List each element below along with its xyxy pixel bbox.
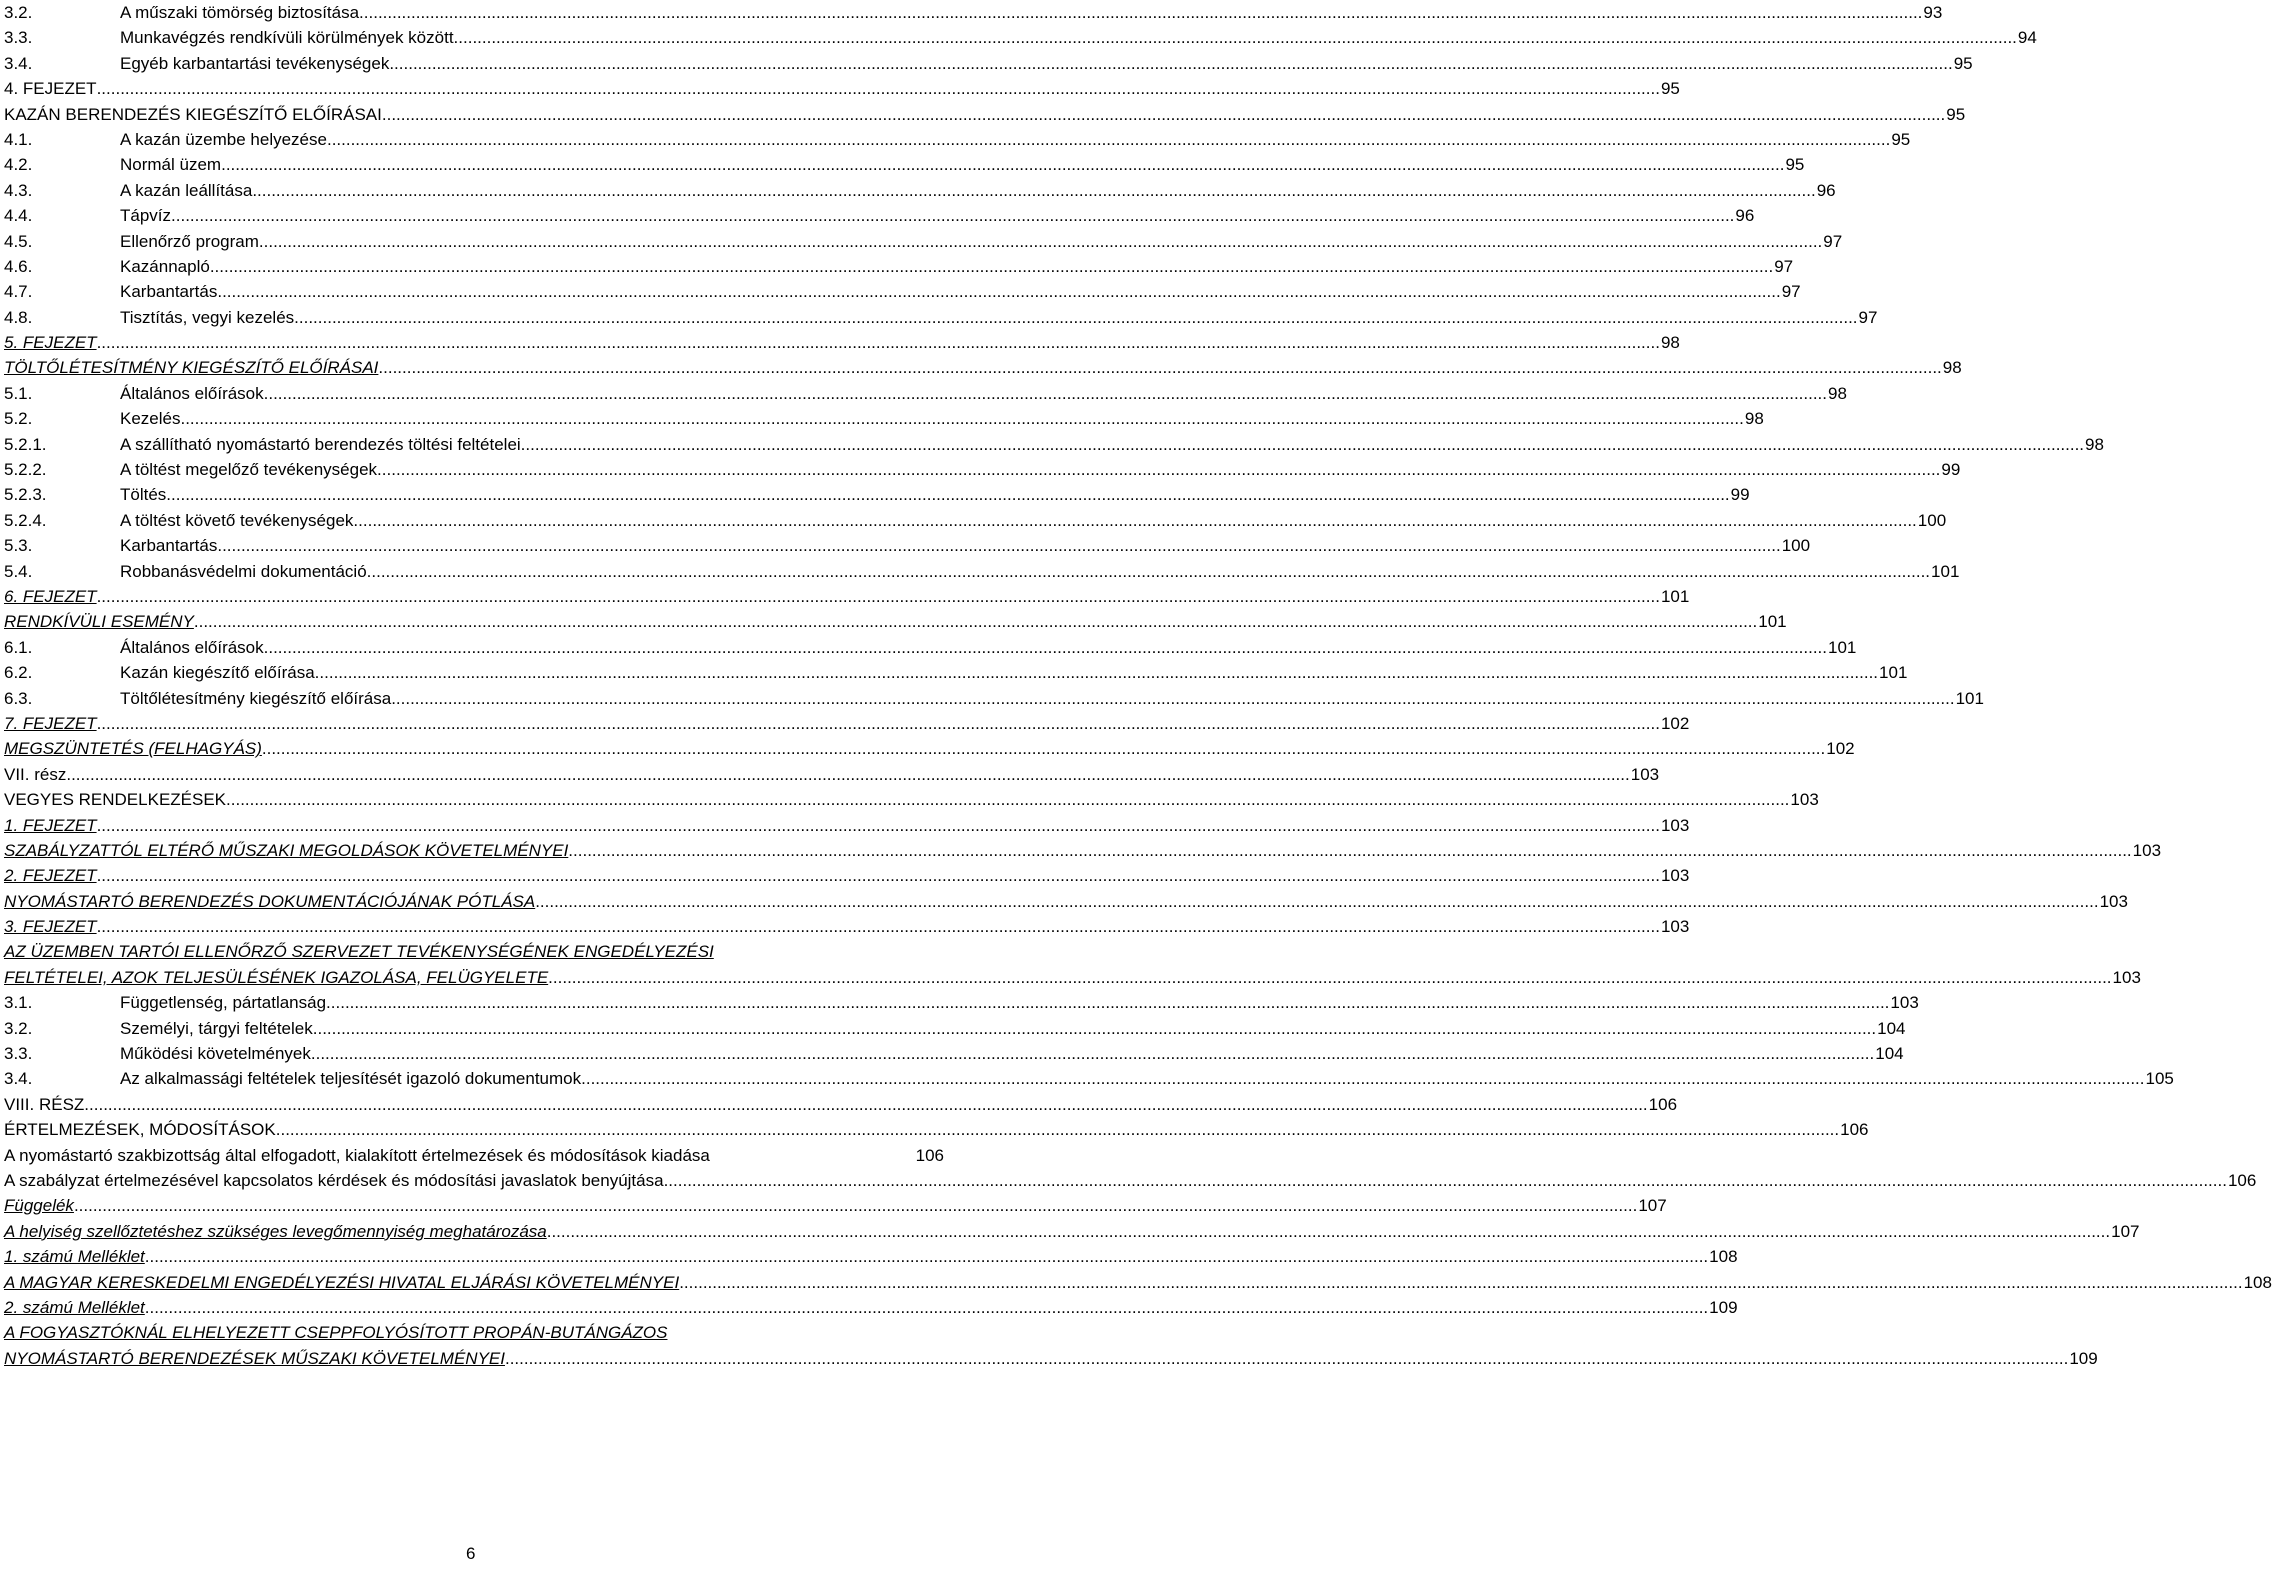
toc-entry-title: Személyi, tárgyi feltételek [120, 1018, 313, 1038]
dot-leader [389, 51, 1952, 76]
toc-entry-page: 98 [1942, 358, 1962, 378]
toc-entry-title: Karbantartás [120, 282, 218, 302]
dot-leader [145, 1244, 1708, 1269]
dot-leader [217, 279, 1780, 304]
toc-entry-page: 95 [1660, 79, 1680, 99]
toc-entry[interactable] [4, 1143, 944, 1168]
toc-entry-title: 4. FEJEZET [4, 79, 97, 99]
toc-entry[interactable] [4, 813, 1690, 838]
toc-entry-page: 101 [1660, 586, 1690, 606]
toc-entry-page: 103 [2132, 840, 2162, 860]
toc-entry-page: 101 [1828, 637, 1857, 657]
dot-leader [547, 1219, 2110, 1244]
toc-entry-title-continued: FELTÉTELEI, AZOK TELJESÜLÉSÉNEK IGAZOLÁSA, FELÜGYELETE [4, 967, 549, 987]
toc-entry-page: 97 [1823, 231, 1843, 251]
dot-leader [311, 1041, 1874, 1066]
toc-entry-title: 2. FEJEZET [4, 866, 97, 886]
toc-entry-page: 101 [1931, 561, 1960, 581]
dot-leader [353, 508, 1916, 533]
toc-entry[interactable] [4, 660, 1908, 685]
toc-entry-page: 109 [2069, 1348, 2098, 1368]
toc-entry-title: VIII. RÉSZ [4, 1094, 85, 1114]
toc-entry-title: 1. FEJEZET [4, 815, 97, 835]
toc-entry-title: Kazánnapló [120, 256, 210, 276]
toc-entry[interactable] [4, 1168, 2257, 1193]
toc-entry-title: A MAGYAR KERESKEDELMI ENGEDÉLYEZÉSI HIVATAL ELJÁRÁSI KÖVETELMÉNYEI [4, 1272, 680, 1292]
dot-leader [97, 76, 1660, 101]
toc-entry-number: 3.4. [4, 1069, 33, 1089]
toc-entry-page: 96 [1816, 180, 1836, 200]
toc-entry-title: Töltés [120, 485, 167, 505]
toc-entry-page: 107 [1638, 1196, 1667, 1216]
toc-entry-number: 4.6. [4, 256, 33, 276]
toc-entry-page: 97 [1858, 307, 1878, 327]
toc-entry-title: Függetlenség, pártatlanság [120, 993, 327, 1013]
toc-entry-number: 4.2. [4, 155, 33, 175]
toc-entry[interactable] [4, 686, 1984, 711]
toc-entry-title: Általános előírások [120, 637, 264, 657]
toc-entry[interactable] [4, 1295, 1738, 1320]
toc-entry[interactable] [4, 508, 1947, 533]
toc-entry[interactable] [4, 1270, 2272, 1295]
dot-leader [97, 330, 1660, 355]
toc-entry[interactable] [4, 762, 1660, 787]
dot-leader [180, 406, 1743, 431]
toc-entry-page: 95 [1946, 104, 1966, 124]
toc-entry-page: 101 [1955, 688, 1984, 708]
toc-entry-number: 6.1. [4, 637, 33, 657]
toc-entry[interactable] [4, 482, 1750, 507]
toc-entry[interactable] [4, 863, 1690, 888]
toc-entry-page: 101 [1758, 612, 1787, 632]
dot-leader [391, 686, 1954, 711]
toc-entry-title: Ellenőrző program [120, 231, 259, 251]
toc-entry-title: MEGSZÜNTETÉS (FELHAGYÁS) [4, 739, 262, 759]
dot-leader [262, 736, 1825, 761]
toc-entry-title: Töltőlétesítmény kiegészítő előírása [120, 688, 392, 708]
toc-entry-title: Kezelés [120, 409, 181, 429]
toc-entry-page: 101 [1879, 663, 1908, 683]
dot-leader [326, 990, 1889, 1015]
toc-entry-number: 6.2. [4, 663, 33, 683]
dot-leader [521, 432, 2084, 457]
toc-entry-number: 5.4. [4, 561, 33, 581]
toc-entry-page: 103 [1630, 764, 1660, 784]
toc-entry-page: 103 [2112, 967, 2141, 987]
toc-entry[interactable] [4, 787, 1819, 812]
toc-entry-page: 99 [1730, 485, 1750, 505]
toc-entry[interactable] [4, 152, 1805, 177]
toc-entry-title: Normál üzem [120, 155, 222, 175]
dot-leader [505, 1346, 2068, 1371]
toc-entry-title: SZABÁLYZATTÓL ELTÉRŐ MŰSZAKI MEGOLDÁSOK KÖVETELMÉNYEI [4, 840, 569, 860]
toc-entry-title: 6. FEJEZET [4, 586, 97, 606]
dot-leader [259, 229, 1822, 254]
dot-leader [264, 381, 1827, 406]
toc-entry-number: 4.5. [4, 231, 33, 251]
toc-entry-title: Robbanásvédelmi dokumentáció [120, 561, 367, 581]
dot-leader [97, 584, 1660, 609]
toc-entry[interactable] [4, 1041, 1904, 1066]
toc-entry-page: 98 [2085, 434, 2104, 454]
dot-leader [74, 1193, 1637, 1218]
toc-entry-page: 103 [2099, 891, 2128, 911]
dot-leader [97, 813, 1660, 838]
toc-entry-title: VEGYES RENDELKEZÉSEK [4, 790, 227, 810]
toc-entry[interactable] [4, 0, 1943, 25]
toc-entry-page: 103 [1890, 993, 1919, 1013]
toc-entry[interactable] [4, 1117, 1869, 1142]
toc-entry-title: Munkavégzés rendkívüli körülmények között [120, 28, 454, 48]
toc-entry-title: A nyomástartó szakbizottság által elfogadott, kialakított értelmezések és módosítások kiadása [4, 1145, 710, 1165]
toc-entry-number: 5.2. [4, 409, 33, 429]
toc-entry[interactable] [4, 51, 1973, 76]
dot-leader [679, 1270, 2242, 1295]
toc-entry[interactable] [4, 635, 1857, 660]
toc-entry-number: 5.2.2. [4, 460, 47, 480]
toc-entry-title: Működési követelmények [120, 1044, 311, 1064]
dot-leader [221, 152, 1784, 177]
toc-entry-page: 106 [915, 1145, 944, 1165]
toc-entry-title: Függelék [4, 1196, 74, 1216]
toc-entry-page: 93 [1923, 3, 1943, 22]
toc-entry-number: 5.2.1. [4, 434, 47, 454]
toc-entry-page: 98 [1744, 409, 1764, 429]
dot-leader [454, 25, 2017, 50]
toc-entry-page: 104 [1875, 1044, 1904, 1064]
toc-entry-page: 106 [1840, 1120, 1869, 1140]
toc-entry-title: Általános előírások [120, 383, 264, 403]
toc-entry[interactable] [4, 178, 1836, 203]
toc-entry-title: Tápvíz [120, 206, 172, 226]
toc-entry[interactable] [4, 736, 1855, 761]
toc-entry-page: 108 [1709, 1247, 1738, 1267]
toc-entry-page: 95 [1785, 155, 1805, 175]
toc-entry[interactable] [4, 559, 1960, 584]
dot-leader [294, 305, 1857, 330]
dot-leader [367, 559, 1930, 584]
toc-entry-title: A töltést követő tevékenységek [120, 510, 354, 530]
toc-entry-page: 109 [1709, 1297, 1738, 1317]
toc-entry[interactable] [4, 939, 2141, 990]
dot-leader [66, 762, 1629, 787]
toc-entry-number: 4.1. [4, 129, 33, 149]
dot-leader [264, 635, 1827, 660]
toc-entry-page: 102 [1660, 713, 1690, 733]
toc-entry-title-continued: NYOMÁSTARTÓ BERENDEZÉSEK MŰSZAKI KÖVETELMÉNYEI [4, 1348, 505, 1368]
toc-entry-title: ÉRTELMEZÉSEK, MÓDOSÍTÁSOK [4, 1120, 276, 1140]
dot-leader [327, 127, 1890, 152]
toc-entry-number: 4.4. [4, 206, 33, 226]
dot-leader [84, 1092, 1647, 1117]
toc-entry-page: 96 [1735, 206, 1755, 226]
dot-leader [548, 965, 2111, 990]
toc-entry-title: VII. rész [4, 764, 67, 784]
toc-entry-page: 103 [1660, 866, 1690, 886]
toc-entry-number: 4.3. [4, 180, 33, 200]
toc-entry-page: 103 [1660, 917, 1690, 937]
toc-entry-title: Az alkalmassági feltételek teljesítését igazoló dokumentumok [120, 1069, 582, 1089]
toc-entry-title: Kazán kiegészítő előírása [120, 663, 315, 683]
toc-entry-title: TÖLTŐLÉTESÍTMÉNY KIEGÉSZÍTŐ ELŐÍRÁSAI [4, 358, 379, 378]
toc-entry[interactable] [4, 533, 1811, 558]
toc-entry[interactable] [4, 609, 1787, 634]
toc-entry-number: 6.3. [4, 688, 33, 708]
toc-entry[interactable] [4, 1320, 2098, 1371]
toc-entry[interactable] [4, 381, 1847, 406]
toc-entry[interactable] [4, 203, 1755, 228]
toc-entry-title: A töltést megelőző tevékenységek [120, 460, 378, 480]
toc-entry-page: 103 [1790, 790, 1819, 810]
toc-entry[interactable] [4, 1219, 2140, 1244]
dot-leader [581, 1066, 2144, 1091]
toc-entry-page: 95 [1953, 53, 1973, 73]
toc-entry-title: A műszaki tömörség biztosítása [120, 3, 360, 22]
toc-entry-title: A kazán üzembe helyezése [120, 129, 327, 149]
dot-leader [210, 254, 1773, 279]
toc-entry[interactable] [4, 457, 1961, 482]
toc-entry-title: A szállítható nyomástartó berendezés töltési feltételei [120, 434, 521, 454]
page-number-text: 6 [466, 1544, 476, 1563]
dot-leader [166, 482, 1729, 507]
toc-entry[interactable] [4, 102, 1966, 127]
dot-leader [568, 838, 2131, 863]
toc-entry-number: 4.8. [4, 307, 33, 327]
dot-leader [171, 203, 1734, 228]
dot-leader [252, 178, 1815, 203]
toc-entry[interactable] [4, 990, 1919, 1015]
dot-leader [382, 102, 1945, 127]
toc-entry-number: 3.4. [4, 53, 33, 73]
toc-entry-title: A FOGYASZTÓKNÁL ELHELYEZETT CSEPPFOLYÓSÍTOTT PROPÁN-BUTÁNGÁZOS [4, 1323, 668, 1343]
toc-entry[interactable] [4, 127, 1911, 152]
toc-entry[interactable] [4, 889, 2128, 914]
toc-entry-page: 99 [1941, 460, 1961, 480]
dot-leader [217, 533, 1780, 558]
toc-entry-title: A helyiség szellőztetéshez szükséges levegőmennyiség meghatározása [4, 1221, 547, 1241]
toc-entry[interactable] [4, 838, 2162, 863]
toc-entry-title: RENDKÍVÜLI ESEMÉNY [4, 612, 194, 632]
toc-entry[interactable] [4, 229, 1843, 254]
dot-leader [315, 660, 1878, 685]
dot-leader [194, 609, 1757, 634]
dot-leader [359, 0, 1922, 25]
toc-entry-title: 2. számú Melléklet [4, 1297, 145, 1317]
dot-leader [97, 711, 1660, 736]
toc-entry[interactable] [4, 1244, 1738, 1269]
toc-entry[interactable] [4, 1016, 1906, 1041]
toc-entry-title: 5. FEJEZET [4, 333, 97, 353]
toc-entry-title: 7. FEJEZET [4, 713, 97, 733]
dot-leader [145, 1295, 1708, 1320]
toc-entry[interactable] [4, 279, 1801, 304]
toc-entry[interactable] [4, 1092, 1678, 1117]
toc-entry-title: A kazán leállítása [120, 180, 253, 200]
toc-entry-page: 105 [2145, 1069, 2174, 1089]
toc-entry-page: 95 [1891, 129, 1911, 149]
toc-entry-number: 5.2.3. [4, 485, 47, 505]
toc-entry-page: 106 [2227, 1170, 2257, 1190]
toc-entry-number: 3.3. [4, 1044, 33, 1064]
toc-entry[interactable] [4, 355, 1962, 380]
dot-leader [378, 355, 1941, 380]
toc-entry-title: AZ ÜZEMBEN TARTÓI ELLENŐRZŐ SZERVEZET TEVÉKENYSÉGÉNEK ENGEDÉLYEZÉSI [4, 942, 714, 962]
toc-entry-title: 1. számú Melléklet [4, 1247, 145, 1267]
dot-leader [535, 889, 2098, 914]
toc-entry[interactable] [4, 305, 1878, 330]
dot-leader [226, 787, 1789, 812]
toc-entry[interactable] [4, 914, 1690, 939]
toc-entry[interactable] [4, 406, 1764, 431]
toc-entry-title: NYOMÁSTARTÓ BERENDEZÉS DOKUMENTÁCIÓJÁNAK PÓTLÁSA [4, 891, 536, 911]
toc-entry-page: 106 [1648, 1094, 1678, 1114]
table-of-contents [4, 0, 2272, 1371]
toc-entry-number: 3.2. [4, 3, 33, 22]
toc-entry[interactable] [4, 25, 2037, 50]
toc-entry-number: 3.1. [4, 993, 33, 1013]
toc-entry-page: 98 [1828, 383, 1847, 403]
toc-entry[interactable] [4, 1066, 2174, 1091]
toc-entry[interactable] [4, 432, 2104, 457]
toc-entry-page: 100 [1917, 510, 1947, 530]
toc-entry-number: 3.3. [4, 28, 33, 48]
toc-entry-page: 98 [1660, 333, 1680, 353]
toc-entry-title: A szabályzat értelmezésével kapcsolatos kérdések és módosítási javaslatok benyújtása [4, 1170, 664, 1190]
toc-entry-title: Karbantartás [120, 536, 218, 556]
toc-entry[interactable] [4, 584, 1690, 609]
toc-entry-number: 5.2.4. [4, 510, 47, 530]
toc-entry-page: 100 [1781, 536, 1811, 556]
toc-entry-number: 3.2. [4, 1018, 33, 1038]
toc-entry[interactable] [4, 711, 1690, 736]
toc-entry-number: 5.3. [4, 536, 33, 556]
dot-leader [377, 457, 1940, 482]
toc-entry-page: 94 [2017, 28, 2037, 48]
toc-entry-number: 4.7. [4, 282, 33, 302]
dot-leader [97, 863, 1660, 888]
toc-entry-page: 97 [1781, 282, 1801, 302]
toc-entry-page: 107 [2111, 1221, 2140, 1241]
toc-entry[interactable] [4, 330, 1680, 355]
toc-entry-page: 104 [1877, 1018, 1906, 1038]
toc-entry-title: Tisztítás, vegyi kezelés [120, 307, 295, 327]
dot-leader [97, 914, 1660, 939]
toc-entry-page: 103 [1660, 815, 1690, 835]
dot-leader [664, 1168, 2227, 1193]
toc-entry-page: 102 [1826, 739, 1855, 759]
toc-entry-title: Egyéb karbantartási tevékenységek [120, 53, 390, 73]
toc-entry-title: 3. FEJEZET [4, 917, 97, 937]
toc-entry-page: 97 [1774, 256, 1794, 276]
toc-entry[interactable] [4, 76, 1680, 101]
toc-entry-title: KAZÁN BERENDEZÉS KIEGÉSZÍTŐ ELŐÍRÁSAI [4, 104, 382, 124]
toc-entry[interactable] [4, 254, 1794, 279]
toc-entry-page: 108 [2243, 1272, 2272, 1292]
dot-leader [313, 1016, 1876, 1041]
toc-entry-number: 5.1. [4, 383, 33, 403]
toc-entry[interactable] [4, 1193, 1667, 1218]
dot-leader [276, 1117, 1839, 1142]
